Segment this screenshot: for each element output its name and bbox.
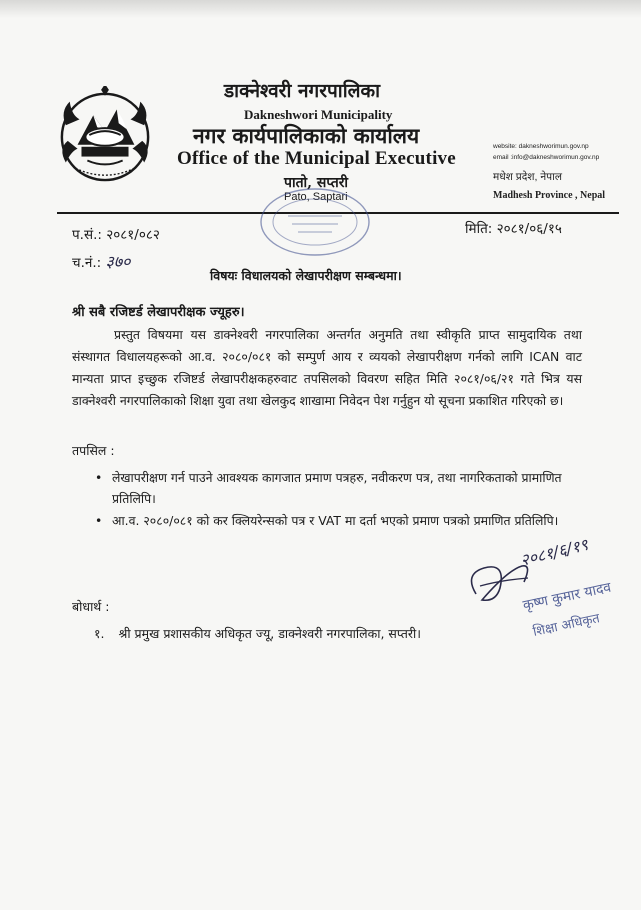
signature-name: कृष्ण कुमार यादव [521,579,613,614]
website-text: website: dakneshworimun.gov.np [493,143,589,150]
office-name-english: Office of the Municipal Executive [177,148,456,169]
nepal-emblem-icon [56,86,154,184]
letter-addressee: श्री सबै रजिष्टर्ड लेखापरीक्षक ज्यूहरु। [72,305,245,320]
list-item: • लेखापरीक्षण गर्न पाउने आवश्यक कागजात प्रमाण पत्रहरु, नवीकरण पत्र, तथा नागरिकताको प्रामाणित प्रतिलिपि। [95,467,582,509]
letter-date: मिति: २०८१/०६/१५ [465,221,562,237]
reference-number: प.सं.: २०८१/०८२ [72,227,160,243]
place-english: Pato, Saptari [284,191,348,203]
signature-date: २०८१/६/१९ [518,534,590,570]
list-item: • आ.व. २०८०/०८१ को कर क्लियरेन्सको पत्र र VAT मा दर्ता भएको प्रमाण पत्रको प्रमाणित प्रतिलिपि। [95,510,582,531]
office-name-nepali: नगर कार्यपालिकाको कार्यालय [193,123,420,148]
province-english: Madhesh Province , Nepal [493,190,606,201]
municipality-name-nepali: डाक्नेश्वरी नगरपालिका [224,80,381,102]
dispatch-number-row [72,250,130,272]
letter-body: प्रस्तुत विषयमा यस डाक्नेश्वरी नगरपालिका अन्तर्गत अनुमति तथा स्वीकृति प्राप्त सामुदायिक तथा संस्थागत विधालयहरूको आ.व. २०८०/०८१ को सम्पुर्ण आय र व्ययको लेखापरीक्षण गर्नको लागि ICAN वाट मान्यता प्राप्त इच्छुक रजिष्टर्ड लेखापरीक्षकहरुवाट तपसिलको विवरण सहित मिति २०८१/०६/२१ गते भित्र यस डाक्नेश्वरी नगरपालिकाको शिक्षा युवा तथा खेलकुद शाखामा निवेदन पेश गर्नुहुन यो सूचना प्रकाशित गरिएको छ। [72,327,582,408]
dispatch-label: च.नं.: [72,255,102,271]
cc-line [94,625,421,642]
paper-edge-shadow [0,0,641,18]
province-nepali: मधेश प्रदेश, नेपाल [493,171,562,183]
dispatch-number-handwritten: ३७० [105,252,131,271]
signature-title: शिक्षा अधिकृत [531,611,602,640]
tapasil-label: तपसिल : [72,443,115,458]
office-seal-icon [258,186,372,258]
municipality-name-english: Dakneshwori Municipality [244,107,393,122]
bodhartha-label: बोधार्थ : [72,599,110,614]
letter-subject: विषयः विधालयको लेखापरीक्षण सम्बन्धमा। [210,268,402,283]
email-text: email :info@dakneshworimun.gov.np [493,154,600,161]
cc-number: १. [94,626,105,641]
place-nepali: पातो, सप्तरी [284,175,349,191]
signature-icon [462,530,634,650]
cc-recipient: श्री प्रमुख प्रशासकीय अधिकृत ज्यू, डाक्नेश्वरी नगरपालिका, सप्तरी। [118,626,421,641]
